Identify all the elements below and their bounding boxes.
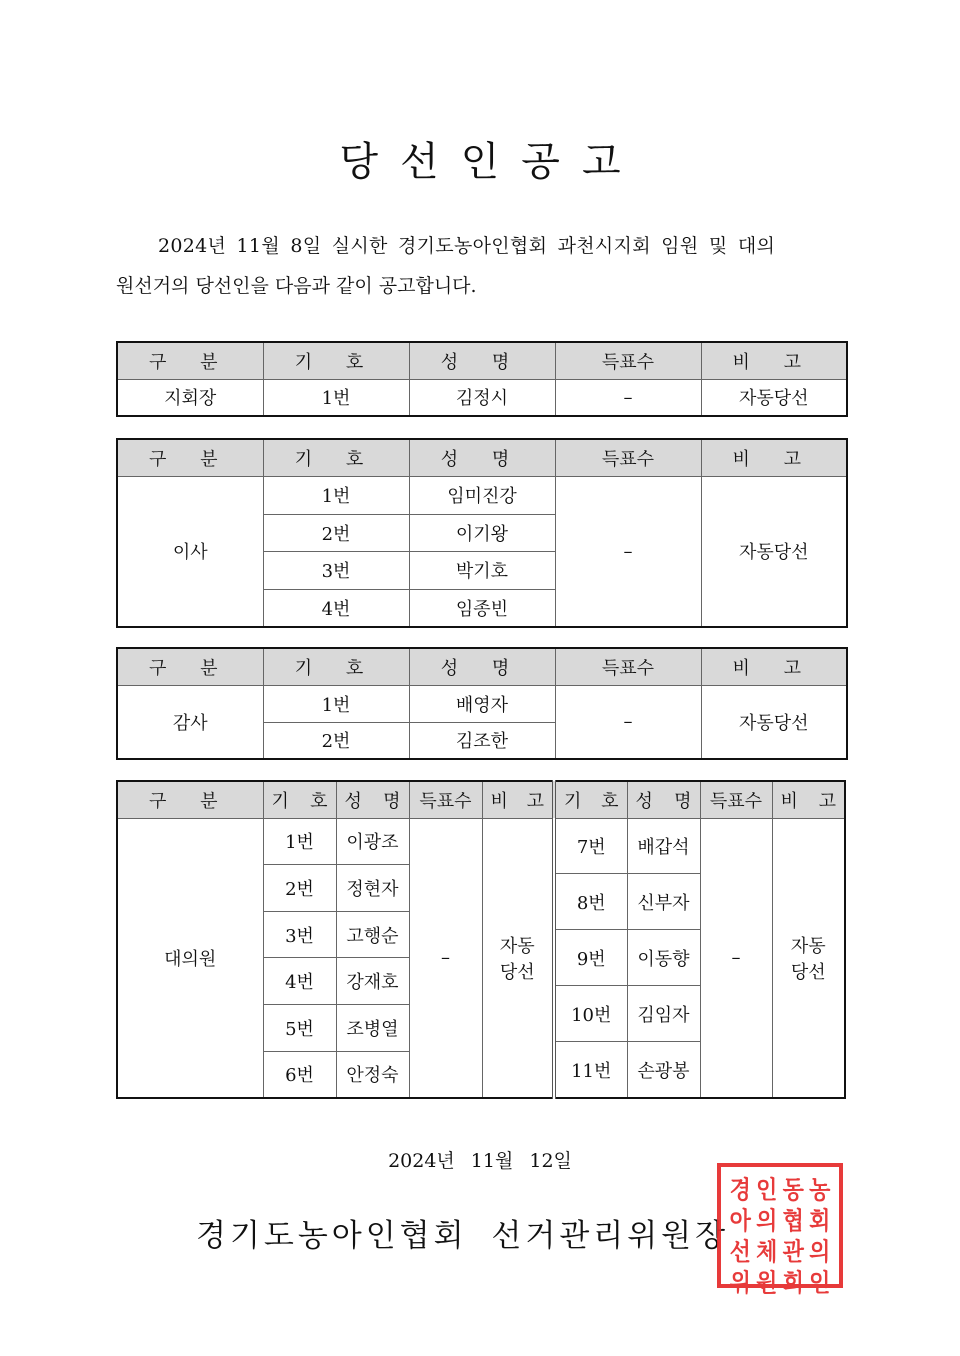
- category-cell: 대의원: [117, 818, 263, 1098]
- branch-head-table: [116, 341, 848, 417]
- table-row: [117, 379, 847, 416]
- number-cell: 7번: [554, 818, 627, 874]
- header-number: 기 호: [263, 342, 409, 379]
- seal-char: 경: [729, 1176, 751, 1205]
- number-cell: 4번: [263, 589, 409, 627]
- name-cell: 임미진강: [409, 477, 555, 515]
- header-name: [336, 781, 409, 818]
- header-note-b: 고: [526, 790, 544, 812]
- table-header-row: [117, 342, 847, 379]
- auditors-table: [116, 647, 848, 760]
- header-number-a: 기: [564, 790, 582, 812]
- header-number-a: 기: [271, 790, 289, 812]
- header-number-right: [554, 781, 627, 818]
- name-cell: 손광봉: [627, 1042, 700, 1098]
- name-cell: 배영자: [409, 685, 555, 722]
- header-name-right: [627, 781, 700, 818]
- header-category-label: 구 분: [149, 790, 232, 812]
- seal-char: 의: [809, 1238, 831, 1267]
- header-name-a: 성: [344, 790, 362, 812]
- seal-char: 회: [782, 1269, 804, 1298]
- votes-cell: –: [555, 477, 701, 627]
- number-cell: 2번: [263, 865, 336, 912]
- votes-cell: –: [409, 818, 482, 1098]
- header-number-b: 호: [310, 790, 328, 812]
- number-cell: 1번: [263, 685, 409, 722]
- name-cell: 조병열: [336, 1005, 409, 1052]
- official-seal-stamp: [717, 1163, 843, 1298]
- header-votes: 득표수: [555, 342, 701, 379]
- name-cell: 박기호: [409, 552, 555, 590]
- directors-table: [116, 438, 848, 628]
- note-cell: 자동당선: [701, 477, 847, 627]
- name-cell: 김조한: [409, 722, 555, 759]
- name-cell: 고행순: [336, 911, 409, 958]
- header-number: 기 호: [263, 648, 409, 685]
- number-cell: 5번: [263, 1005, 336, 1052]
- table-row: [117, 477, 847, 515]
- seal-char: 의: [756, 1207, 778, 1236]
- number-cell: 2번: [263, 722, 409, 759]
- delegates-table: [116, 780, 846, 1099]
- number-cell: 10번: [554, 986, 627, 1042]
- table-row: [117, 685, 847, 722]
- number-cell: 3번: [263, 911, 336, 958]
- header-category: 구 분: [117, 342, 263, 379]
- note-line2: 당선: [499, 961, 535, 983]
- seal-char: 인: [756, 1176, 778, 1205]
- note-line2: 당선: [790, 961, 826, 983]
- note-cell-right: [772, 818, 845, 1098]
- name-cell: 임종빈: [409, 589, 555, 627]
- name-cell: 신부자: [627, 874, 700, 930]
- page-title: 당선인공고: [339, 139, 643, 185]
- header-note: 비 고: [701, 439, 847, 477]
- header-number: 기 호: [263, 439, 409, 477]
- header-number: [263, 781, 336, 818]
- header-note: 비 고: [701, 342, 847, 379]
- header-name: 성 명: [409, 439, 555, 477]
- header-note: 비 고: [701, 648, 847, 685]
- category-cell: 감사: [117, 685, 263, 759]
- header-note-a: 비: [490, 790, 508, 812]
- seal-char: 인: [809, 1269, 831, 1298]
- votes-cell: –: [555, 685, 701, 759]
- note-cell: [482, 818, 554, 1098]
- votes-cell: –: [555, 379, 701, 416]
- header-note-right: [772, 781, 845, 818]
- seal-char: 선: [729, 1238, 751, 1267]
- header-name-a: 성: [635, 790, 653, 812]
- name-cell: 김임자: [627, 986, 700, 1042]
- seal-char: 회: [809, 1207, 831, 1236]
- header-category: 구 분: [117, 648, 263, 685]
- number-cell: 1번: [263, 477, 409, 515]
- note-line1: 자동: [790, 935, 826, 957]
- note-cell: 자동당선: [701, 379, 847, 416]
- name-cell: 이동향: [627, 930, 700, 986]
- number-cell: 11번: [554, 1042, 627, 1098]
- note-line1: 자동: [499, 935, 535, 957]
- header-number-b: 호: [601, 790, 619, 812]
- number-cell: 3번: [263, 552, 409, 590]
- number-cell: 8번: [554, 874, 627, 930]
- table-header-row: [117, 439, 847, 477]
- header-note: [482, 781, 554, 818]
- number-cell: 9번: [554, 930, 627, 986]
- header-category: [117, 781, 263, 818]
- seal-char: 농: [809, 1176, 831, 1205]
- seal-char: 체: [756, 1238, 778, 1267]
- table-header-row: [117, 781, 845, 818]
- announcement-date: 2024년 11월 12일: [388, 1150, 572, 1172]
- seal-char: 협: [782, 1207, 804, 1236]
- number-cell: 6번: [263, 1051, 336, 1098]
- table-header-row: [117, 648, 847, 685]
- name-cell: 이광조: [336, 818, 409, 865]
- intro-paragraph-line1: 2024년 11월 8일 실시한 경기도농아인협회 과천시지회 임원 및 대의: [158, 235, 776, 257]
- header-name-b: 명: [674, 790, 692, 812]
- name-cell: 정현자: [336, 865, 409, 912]
- header-votes-right: 득표수: [700, 781, 772, 818]
- number-cell: 2번: [263, 514, 409, 552]
- seal-char: 아: [729, 1207, 751, 1236]
- votes-cell-right: –: [700, 818, 772, 1098]
- note-cell: 자동당선: [701, 685, 847, 759]
- header-note-a: 비: [780, 790, 798, 812]
- header-votes: 득표수: [555, 439, 701, 477]
- issuer-name: 경기도농아인협회 선거관리위원장: [196, 1218, 730, 1254]
- name-cell: 배갑석: [627, 818, 700, 874]
- name-cell: 안정숙: [336, 1051, 409, 1098]
- header-votes: 득표수: [409, 781, 482, 818]
- header-note-b: 고: [818, 790, 836, 812]
- header-votes: 득표수: [555, 648, 701, 685]
- category-cell: 지회장: [117, 379, 263, 416]
- name-cell: 이기왕: [409, 514, 555, 552]
- header-name-b: 명: [383, 790, 401, 812]
- seal-char: 위: [729, 1269, 751, 1298]
- header-name: 성 명: [409, 342, 555, 379]
- number-cell: 4번: [263, 958, 336, 1005]
- header-category: 구 분: [117, 439, 263, 477]
- header-name: 성 명: [409, 648, 555, 685]
- seal-char: 동: [782, 1176, 804, 1205]
- seal-char: 관: [782, 1238, 804, 1267]
- table-row: [117, 818, 845, 827]
- number-cell: 1번: [263, 818, 336, 865]
- seal-char: 원: [756, 1269, 778, 1298]
- name-cell: 김정시: [409, 379, 555, 416]
- name-cell: 강재호: [336, 958, 409, 1005]
- category-cell: 이사: [117, 477, 263, 627]
- intro-paragraph-line2: 원선거의 당선인을 다음과 같이 공고합니다.: [116, 275, 477, 297]
- number-cell: 1번: [263, 379, 409, 416]
